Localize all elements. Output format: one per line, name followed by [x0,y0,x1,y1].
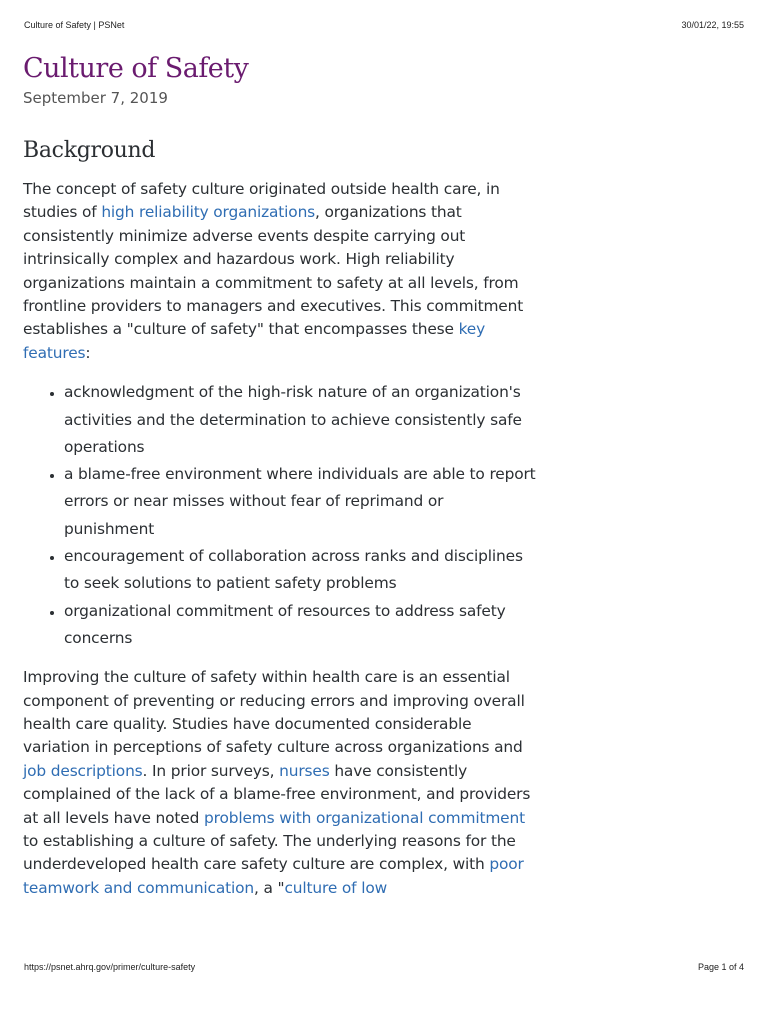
link-job-descriptions[interactable]: job descriptions [23,761,143,780]
paragraph-improving [23,666,538,900]
link-poor-teamwork-and-communication[interactable]: poor teamwork and communication [23,855,524,897]
list-item: • acknowledgment of the high-risk nature of an organization's activities and the determination to achieve consistently safe operations [64,379,538,461]
print-header-title: Culture of Safety | PSNet [24,20,125,30]
page-title: Culture of Safety [23,53,249,84]
link-problems-with-organizational-commitment[interactable]: problems with organizational commitment [203,808,525,827]
list-item: • a blame-free environment where individuals are able to report errors or near misses without fear of reprimand or punishment [64,461,538,543]
link-nurses[interactable]: nurses [279,761,330,780]
list-item: • organizational commitment of resources to address safety concerns [64,598,538,653]
key-features-list [23,379,538,652]
text-run: Improving the culture of safety within health care is an essential component of preventing or reducing errors and improving overall health care quality. Studies have documented considerable variation in perceptions of safety culture across organizations and [23,668,525,757]
publish-date: September 7, 2019 [23,89,168,107]
print-header-datetime: 30/01/22, 19:55 [681,20,744,30]
section-heading-background: Background [23,138,156,163]
print-footer-page: Page 1 of 4 [697,962,744,972]
article [23,50,538,900]
print-footer-url: https://psnet.ahrq.gov/primer/culture-safety [24,962,196,972]
text-run: : [85,343,91,362]
print-footer [24,962,744,972]
text-run: , a " [254,878,285,897]
link-culture-of-low[interactable]: culture of low [284,878,388,897]
text-run: to establishing a culture of safety. The underlying reasons for the underdeveloped health care safety culture are complex, with [23,832,516,874]
text-run: have consistently complained of the lack of a blame-free environment, and providers at all levels have noted [23,761,531,827]
link-high-reliability-organizations[interactable]: high reliability organizations [101,203,316,222]
text-run: . In prior surveys, [142,761,280,780]
text-run: , organizations that consistently minimize adverse events despite carrying out intrinsically complex and hazardous work. High reliability organizations maintain a commitment to safety at all levels, from frontline providers to managers and executives. This commitment establishes a "culture of safety" that encompasses these [23,203,524,339]
print-header [24,20,744,30]
text-run: The concept of safety culture originated outside health care, in studies of [23,180,500,222]
list-item: • encouragement of collaboration across ranks and disciplines to seek solutions to patient safety problems [64,543,538,598]
paragraph-intro [23,178,538,365]
link-key-features[interactable]: key features [23,320,486,362]
